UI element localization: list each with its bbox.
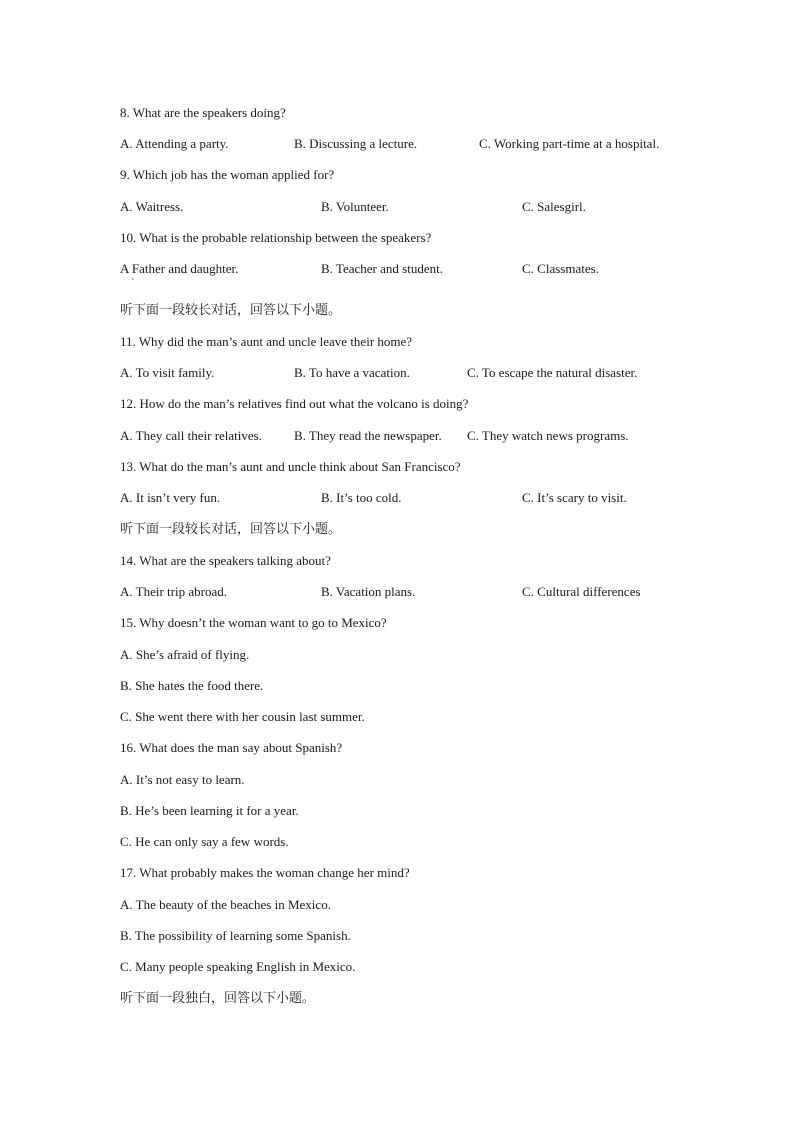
question-10-stem: 10. What is the probable relationship between the speakers? (120, 230, 432, 245)
instruction-monologue: 听下面一段独白，回答以下小题。 (120, 990, 316, 1005)
q16-option-b: B. He’s been learning it for a year. (120, 803, 299, 818)
q11-option-a: A. To visit family. (120, 365, 215, 380)
q17-option-b: B. The possibility of learning some Spanish. (120, 928, 351, 943)
q9-option-c: C. Salesgirl. (522, 199, 586, 214)
q13-option-c: C. It’s scary to visit. (522, 490, 627, 505)
question-14-stem: 14. What are the speakers talking about? (120, 553, 331, 568)
q10-option-c: C. Classmates. (522, 261, 599, 276)
q12-option-a: A. They call their relatives. (120, 428, 262, 443)
q14-option-b: B. Vacation plans. (321, 584, 416, 599)
question-12-stem: 12. How do the man’s relatives find out what the volcano is doing? (120, 396, 469, 411)
question-16-stem: 16. What does the man say about Spanish? (120, 740, 343, 755)
q14-option-c: C. Cultural differences (522, 584, 641, 599)
stray-mark: ` (131, 278, 135, 289)
question-17-stem: 17. What probably makes the woman change her mind? (120, 865, 410, 880)
q12-option-c: C. They watch news programs. (467, 428, 629, 443)
q8-option-b: B. Discussing a lecture. (294, 136, 418, 151)
q16-option-c: C. He can only say a few words. (120, 834, 289, 849)
question-13-stem: 13. What do the man’s aunt and uncle think about San Francisco? (120, 459, 461, 474)
question-8-stem: 8. What are the speakers doing? (120, 105, 286, 120)
q9-option-b: B. Volunteer. (321, 199, 389, 214)
q13-option-a: A. It isn’t very fun. (120, 490, 221, 505)
q16-option-a: A. It’s not easy to learn. (120, 772, 245, 787)
instruction-long-dialogue-1: 听下面一段较长对话，回答以下小题。 (120, 302, 342, 317)
q17-option-c: C. Many people speaking English in Mexico. (120, 959, 356, 974)
q14-option-a: A. Their trip abroad. (120, 584, 227, 599)
question-11-stem: 11. Why did the man’s aunt and uncle leave their home? (120, 334, 413, 349)
q8-option-c: C. Working part-time at a hospital. (479, 136, 660, 151)
question-15-stem: 15. Why doesn’t the woman want to go to Mexico? (120, 615, 387, 630)
q11-option-b: B. To have a vacation. (294, 365, 410, 380)
q8-option-a: A. Attending a party. (120, 136, 229, 151)
q15-option-a: A. She’s afraid of flying. (120, 647, 250, 662)
q15-option-b: B. She hates the food there. (120, 678, 264, 693)
q10-option-b: B. Teacher and student. (321, 261, 443, 276)
q10-option-a: A Father and daughter. (120, 261, 239, 276)
question-9-stem: 9. Which job has the woman applied for? (120, 167, 335, 182)
q9-option-a: A. Waitress. (120, 199, 184, 214)
q17-option-a: A. The beauty of the beaches in Mexico. (120, 897, 331, 912)
q12-option-b: B. They read the newspaper. (294, 428, 442, 443)
instruction-long-dialogue-2: 听下面一段较长对话，回答以下小题。 (120, 521, 342, 536)
q15-option-c: C. She went there with her cousin last summer. (120, 709, 365, 724)
q13-option-b: B. It’s too cold. (321, 490, 402, 505)
q11-option-c: C. To escape the natural disaster. (467, 365, 638, 380)
